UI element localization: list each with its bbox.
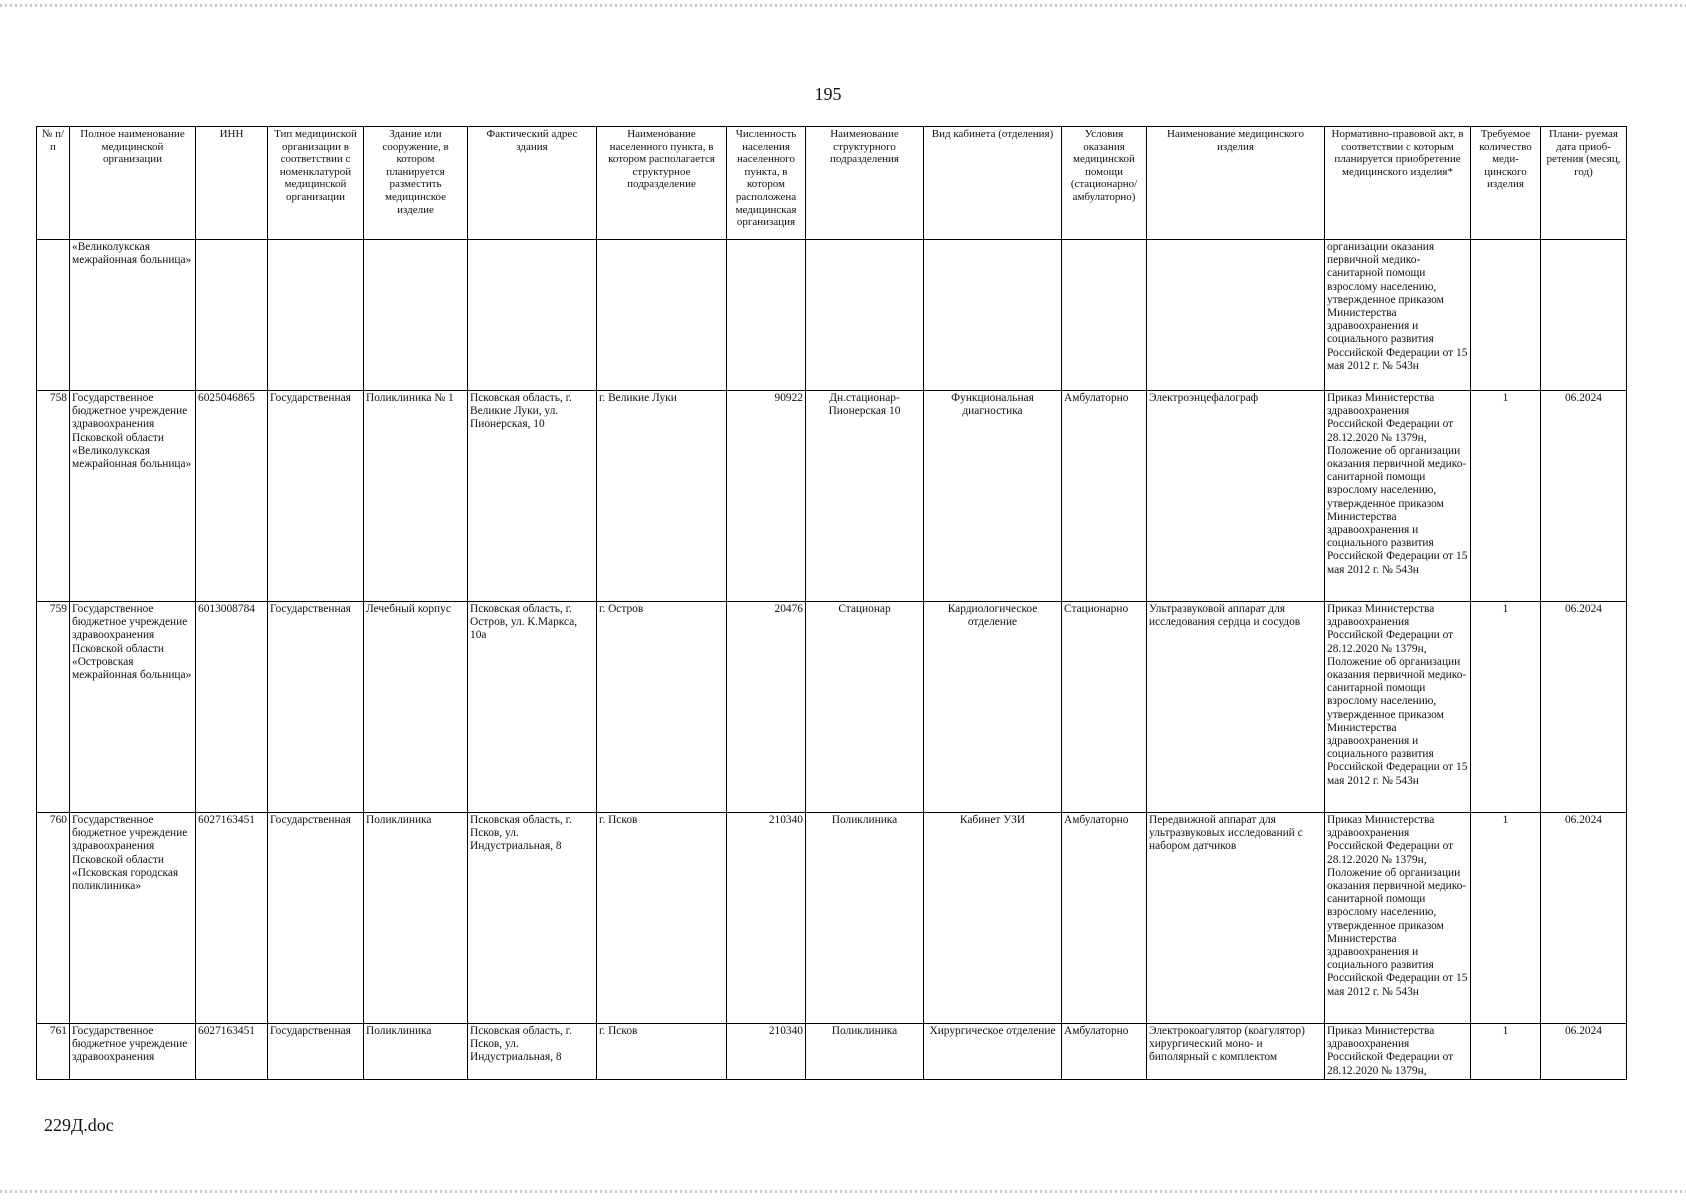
header-locality: Наименование населенного пункта, в котором располагается структурное подразделение	[597, 127, 727, 240]
cell-act: Приказ Министерства здравоохранения Российской Федерации от 28.12.2020 № 1379н,	[1325, 1024, 1471, 1080]
cell-org: Государственное бюджетное учреждение здравоохранения	[70, 1024, 196, 1080]
cell-device: Ультразвуковой аппарат для исследования сердца и сосудов	[1147, 602, 1325, 813]
cell-unit: Поликлиника	[806, 1024, 924, 1080]
cell-locality: г. Великие Луки	[597, 391, 727, 602]
cell-num: 761	[37, 1024, 70, 1080]
footer-filename: 229Д.doc	[44, 1115, 114, 1135]
cell-building: Лечебный корпус	[364, 602, 468, 813]
cell-num	[37, 240, 70, 391]
header-building: Здание или сооружение, в котором планируется разместить медицинское изделие	[364, 127, 468, 240]
cell-act: Приказ Министерства здравоохранения Российской Федерации от 28.12.2020 № 1379н, Положение об организации оказания первичной медико-санитарной помощи взрослому населению, утвержденное приказом Министерства здравоохранения и социального развития Российской Федерации от 15 мая 2012 г. № 543н	[1325, 813, 1471, 1024]
header-type: Тип медицинской организации в соответствии с номенклатурой медицинской организации	[268, 127, 364, 240]
cell-cabinet: Функциональная диагностика	[924, 391, 1062, 602]
cell-num: 758	[37, 391, 70, 602]
cell-qty: 1	[1471, 602, 1541, 813]
scan-edge-top	[0, 4, 1686, 7]
table-row	[37, 813, 1627, 1024]
cell-cabinet: Кардиологическое отделение	[924, 602, 1062, 813]
table-row	[37, 1024, 1627, 1080]
cell-type: Государственная	[268, 391, 364, 602]
cell-unit: Дн.стационар-Пионерская 10	[806, 391, 924, 602]
cell-num: 759	[37, 602, 70, 813]
header-unit: Наименование структурного подразделения	[806, 127, 924, 240]
cell-address: Псковская область, г. Псков, ул. Индустриальная, 8	[468, 1024, 597, 1080]
cell-org: Государственное бюджетное учреждение здравоохранения Псковской области «Псковская городская поликлиника»	[70, 813, 196, 1024]
cell-type: Государственная	[268, 602, 364, 813]
cell-date	[1541, 240, 1627, 391]
header-population: Численность населения населенного пункта, в котором расположена медицинская организация	[727, 127, 806, 240]
cell-qty: 1	[1471, 391, 1541, 602]
cell-device: Передвижной аппарат для ультразвуковых исследований с набором датчиков	[1147, 813, 1325, 1024]
cell-date: 06.2024	[1541, 602, 1627, 813]
header-conditions: Условия оказания медицинской помощи (стационарно/ амбулаторно)	[1062, 127, 1147, 240]
table-row	[37, 240, 1627, 391]
cell-inn: 6027163451	[196, 1024, 268, 1080]
cell-population: 210340	[727, 1024, 806, 1080]
cell-address: Псковская область, г. Остров, ул. К.Маркса, 10а	[468, 602, 597, 813]
header-device: Наименование медицинского изделия	[1147, 127, 1325, 240]
cell-date: 06.2024	[1541, 813, 1627, 1024]
header-act: Нормативно-правовой акт, в соответствии с которым планируется приобретение медицинского изделия*	[1325, 127, 1471, 240]
cell-org: Государственное бюджетное учреждение здравоохранения Псковской области «Великолукская межрайонная больница»	[70, 391, 196, 602]
cell-cabinet: Кабинет УЗИ	[924, 813, 1062, 1024]
cell-device: Электроэнцефалограф	[1147, 391, 1325, 602]
cell-date: 06.2024	[1541, 1024, 1627, 1080]
cell-type: Государственная	[268, 813, 364, 1024]
cell-qty: 1	[1471, 1024, 1541, 1080]
cell-conditions: Амбулаторно	[1062, 1024, 1147, 1080]
cell-type	[268, 240, 364, 391]
cell-locality: г. Псков	[597, 813, 727, 1024]
cell-population: 210340	[727, 813, 806, 1024]
cell-cabinet	[924, 240, 1062, 391]
cell-org: «Великолукская межрайонная больница»	[70, 240, 196, 391]
cell-building	[364, 240, 468, 391]
cell-date: 06.2024	[1541, 391, 1627, 602]
cell-population: 90922	[727, 391, 806, 602]
header-inn: ИНН	[196, 127, 268, 240]
cell-locality: г. Остров	[597, 602, 727, 813]
cell-act: Приказ Министерства здравоохранения Российской Федерации от 28.12.2020 № 1379н, Положение об организации оказания первичной медико-санитарной помощи взрослому населению, утвержденное приказом Министерства здравоохранения и социального развития Российской Федерации от 15 мая 2012 г. № 543н	[1325, 391, 1471, 602]
cell-num: 760	[37, 813, 70, 1024]
header-row	[37, 127, 1627, 240]
cell-population	[727, 240, 806, 391]
cell-conditions: Амбулаторно	[1062, 391, 1147, 602]
cell-population: 20476	[727, 602, 806, 813]
header-num: № п/п	[37, 127, 70, 240]
page-number: 195	[814, 84, 842, 104]
cell-act: организации оказания первичной медико-санитарной помощи взрослому населению, утвержденное приказом Министерства здравоохранения и социального развития Российской Федерации от 15 мая 2012 г. № 543н	[1325, 240, 1471, 391]
header-date: Плани- руемая дата приоб- ретения (месяц, год)	[1541, 127, 1627, 240]
cell-building: Поликлиника	[364, 1024, 468, 1080]
cell-qty: 1	[1471, 813, 1541, 1024]
cell-inn: 6025046865	[196, 391, 268, 602]
cell-conditions: Стационарно	[1062, 602, 1147, 813]
scan-edge-bottom	[0, 1190, 1686, 1193]
header-org: Полное наименование медицинской организации	[70, 127, 196, 240]
cell-locality	[597, 240, 727, 391]
cell-inn: 6013008784	[196, 602, 268, 813]
table-row	[37, 391, 1627, 602]
cell-unit: Стационар	[806, 602, 924, 813]
medical-devices-table	[36, 126, 1627, 1080]
cell-building: Поликлиника № 1	[364, 391, 468, 602]
header-cabinet: Вид кабинета (отделения)	[924, 127, 1062, 240]
cell-inn: 6027163451	[196, 813, 268, 1024]
cell-conditions: Амбулаторно	[1062, 813, 1147, 1024]
cell-inn	[196, 240, 268, 391]
cell-device: Электрокоагулятор (коагулятор) хирургический моно- и биполярный с комплектом	[1147, 1024, 1325, 1080]
cell-building: Поликлиника	[364, 813, 468, 1024]
cell-conditions	[1062, 240, 1147, 391]
cell-locality: г. Псков	[597, 1024, 727, 1080]
cell-org: Государственное бюджетное учреждение здравоохранения Псковской области «Островская межрайонная больница»	[70, 602, 196, 813]
cell-cabinet: Хирургическое отделение	[924, 1024, 1062, 1080]
cell-device	[1147, 240, 1325, 391]
cell-qty	[1471, 240, 1541, 391]
table-row	[37, 602, 1627, 813]
cell-unit	[806, 240, 924, 391]
cell-address	[468, 240, 597, 391]
cell-address: Псковская область, г. Великие Луки, ул. Пионерская, 10	[468, 391, 597, 602]
cell-address: Псковская область, г. Псков, ул. Индустриальная, 8	[468, 813, 597, 1024]
header-qty: Требуемое количество меди- цинского изделия	[1471, 127, 1541, 240]
cell-act: Приказ Министерства здравоохранения Российской Федерации от 28.12.2020 № 1379н, Положение об организации оказания первичной медико-санитарной помощи взрослому населению, утвержденное приказом Министерства здравоохранения и социального развития Российской Федерации от 15 мая 2012 г. № 543н	[1325, 602, 1471, 813]
cell-type: Государственная	[268, 1024, 364, 1080]
cell-unit: Поликлиника	[806, 813, 924, 1024]
header-address: Фактический адрес здания	[468, 127, 597, 240]
